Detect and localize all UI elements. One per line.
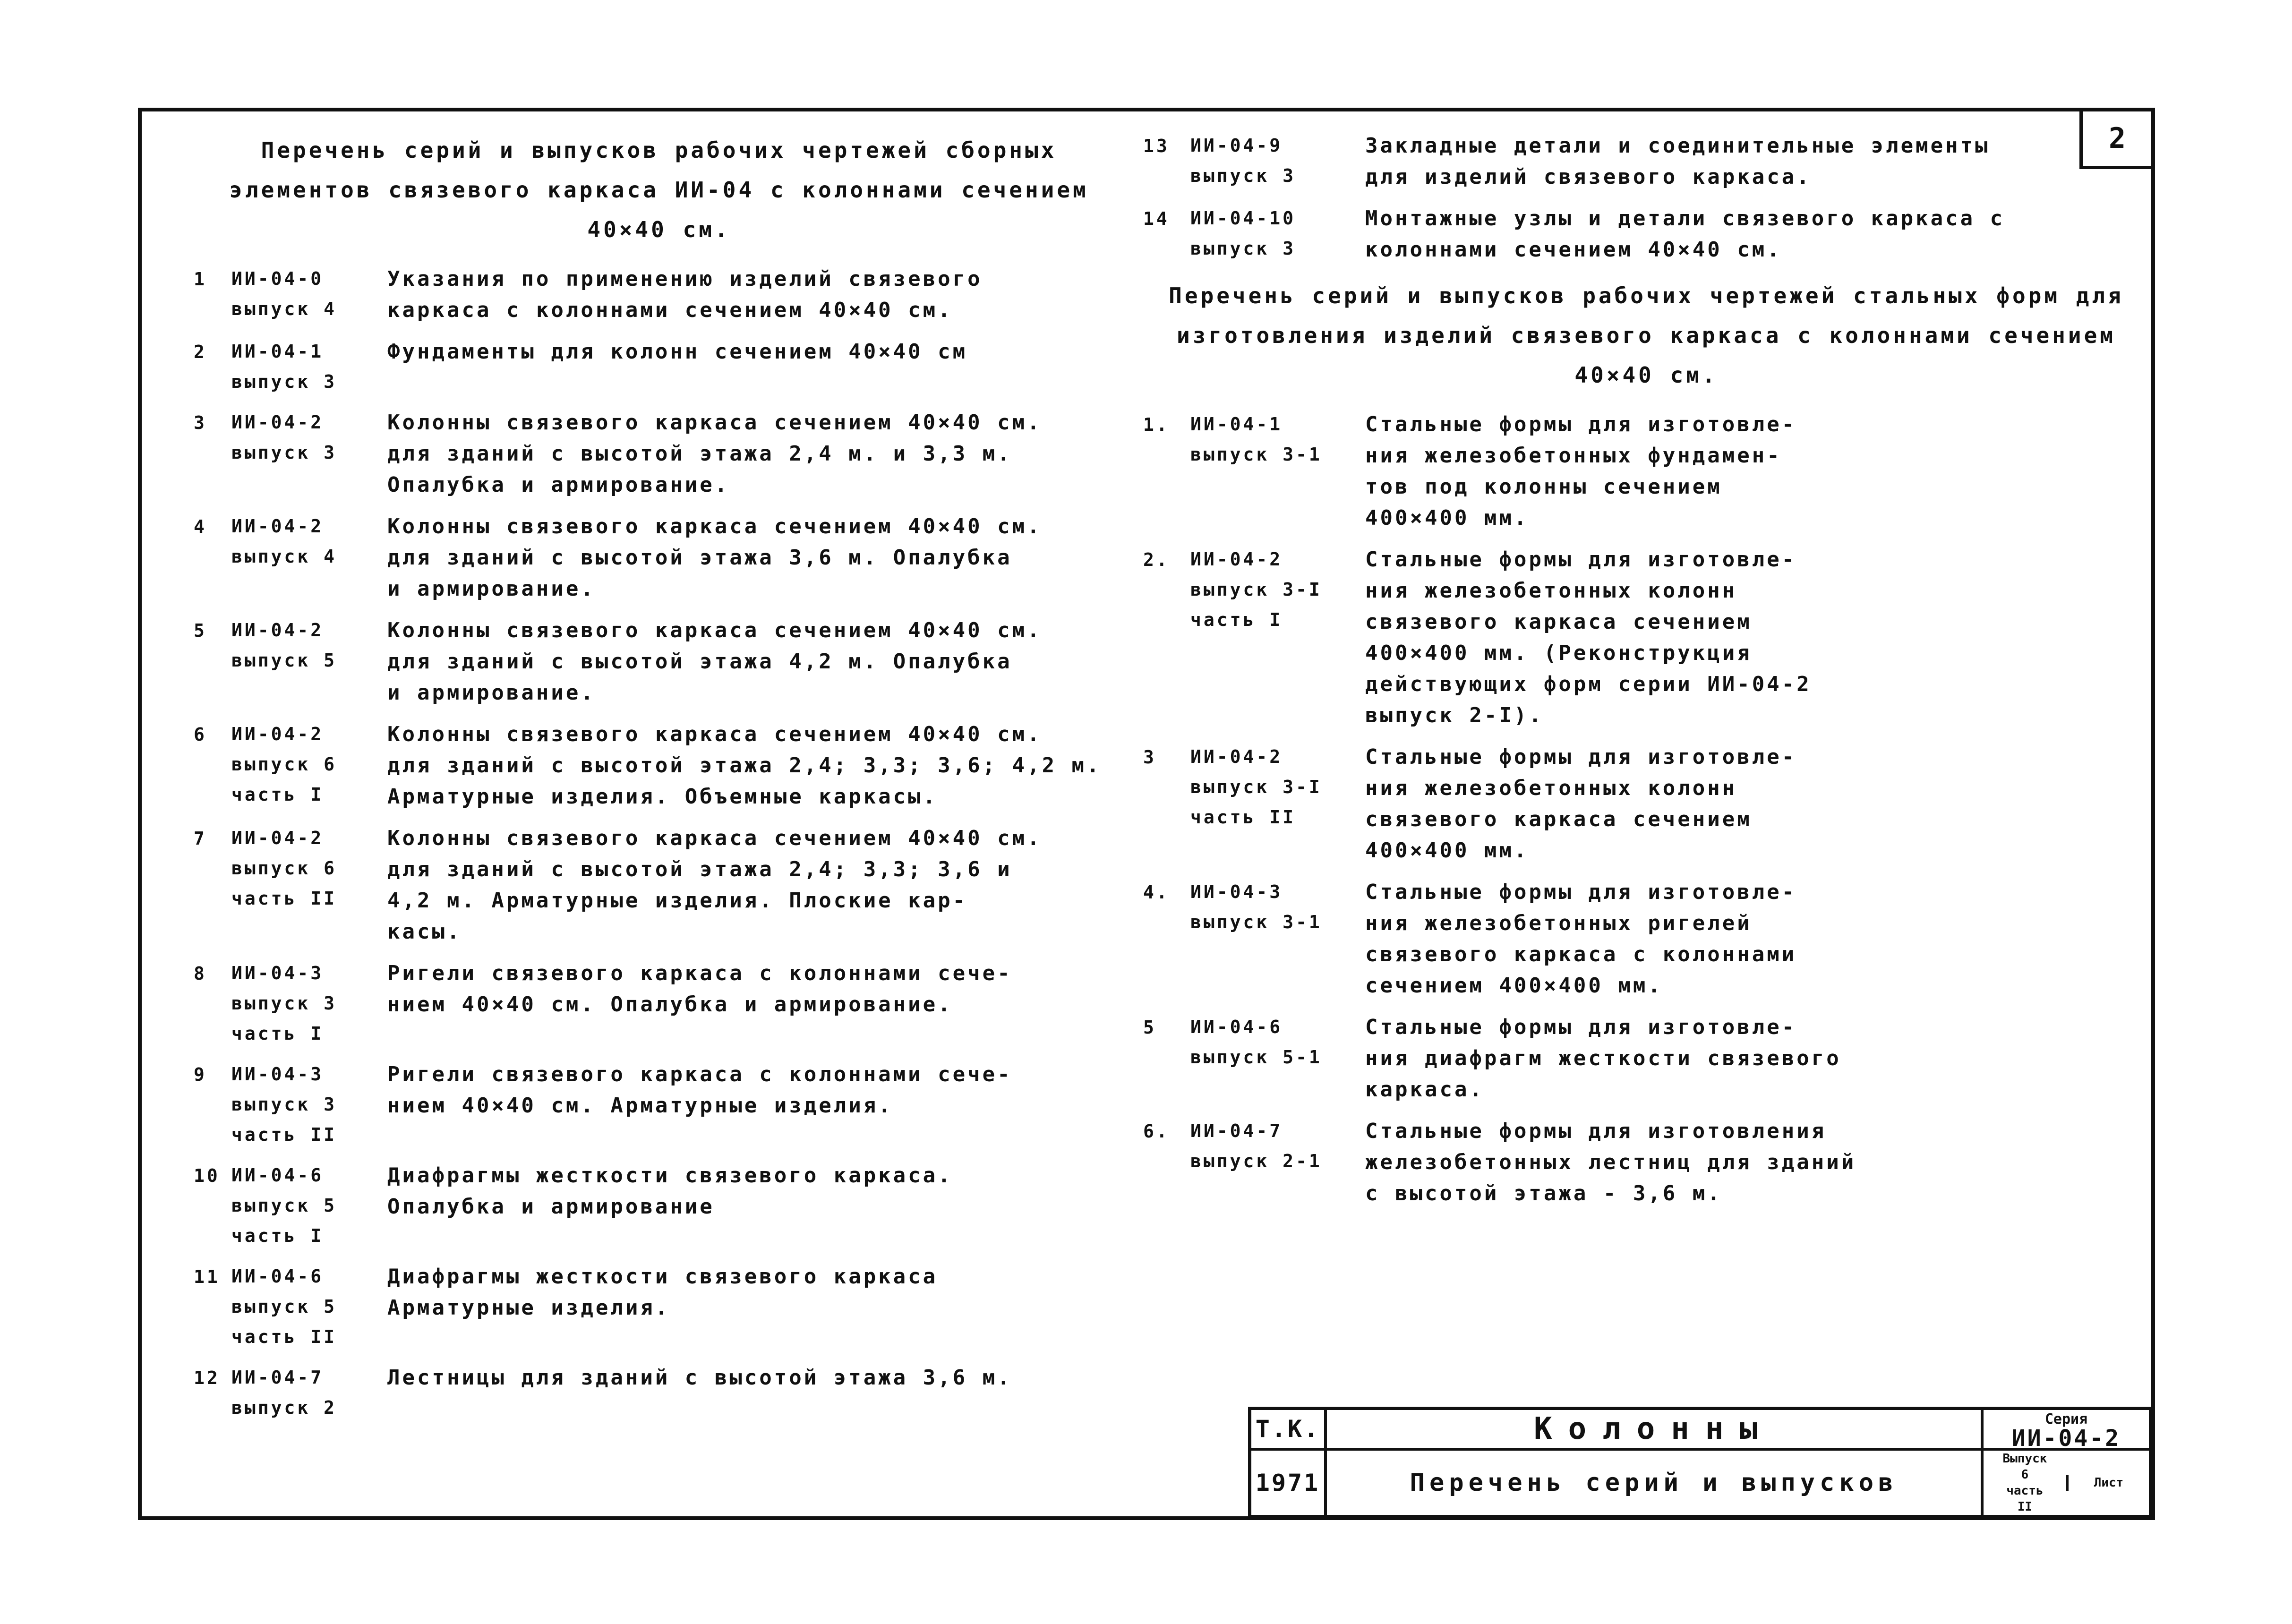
list-item [1143, 1116, 2149, 1209]
entry-num: 2 [194, 342, 207, 362]
list-item [194, 823, 1124, 948]
entry-code: ИИ-04-9 выпуск 3 [1190, 135, 1296, 186]
stamp-series [1984, 1410, 2152, 1451]
entry-code: ИИ-04-2 выпуск 6 часть II [231, 828, 337, 909]
entry-desc: Колонны связевого каркаса сечением 40×40 см. для зданий с высотой этажа 3,6 м. Опалубка и армирование. [387, 514, 1042, 601]
page-number: 2 [2079, 108, 2155, 169]
list-item [1143, 877, 2149, 1001]
entry-num: 1 [194, 269, 207, 290]
entry-num: 13 [1143, 136, 1170, 156]
list-item [194, 1059, 1124, 1150]
entry-num: 10 [194, 1165, 220, 1186]
entry-code: ИИ-04-2 выпуск 4 [231, 516, 337, 567]
title-block [1248, 1407, 2155, 1520]
entry-num: 11 [194, 1266, 220, 1287]
list-item [1143, 409, 2149, 534]
list-item [194, 1160, 1124, 1251]
list-item [1143, 1012, 2149, 1105]
entry-desc: Закладные детали и соединительные элементы для изделий связевого каркаса. [1365, 134, 1990, 189]
list-item [194, 1362, 1124, 1423]
entry-num: 14 [1143, 208, 1170, 229]
left-title: Перечень серий и выпусков рабочих чертежей сборных элементов связевого каркаса ИИ-04 с колоннами сечением 40×40 см. [229, 137, 1089, 242]
stamp-issue-cell [1984, 1451, 2066, 1515]
list-item [1143, 203, 2149, 265]
list-item [194, 264, 1124, 326]
entry-desc: Колонны связевого каркаса сечением 40×40 см. для зданий с высотой этажа 2,4; 3,3; 3,6 и 4,2 м. Арматурные изделия. Плоские кар- касы. [387, 826, 1042, 944]
entry-desc: Указания по применению изделий связевого каркаса с колоннами сечением 40×40 см. [387, 267, 983, 322]
entry-desc: Колонны связевого каркаса сечением 40×40 см. для зданий с высотой этажа 2,4; 3,3; 3,6; 4,2 м. Арматурные изделия. Объемные каркасы. [387, 722, 1102, 809]
entry-code: ИИ-04-0 выпуск 4 [231, 268, 337, 319]
entry-code: ИИ-04-2 выпуск 3 [231, 412, 337, 463]
list-item [194, 1261, 1124, 1352]
entry-code: ИИ-04-3 выпуск 3-1 [1190, 881, 1322, 932]
entry-num: 3 [1143, 747, 1156, 768]
drawing-sheet [138, 108, 2155, 1520]
entry-desc: Стальные формы для изготовления железобетонных лестниц для зданий с высотой этажа - 3,6 м. [1365, 1119, 1856, 1205]
entry-desc: Лестницы для зданий с высотой этажа 3,6 м. [387, 1366, 1012, 1390]
entry-code: ИИ-04-1 выпуск 3-1 [1190, 414, 1322, 465]
entry-desc: Стальные формы для изготовле- ния железобетонных ригелей связевого каркаса с колоннами сечением 400×400 мм. [1365, 880, 1797, 998]
stamp-year: 1971 [1251, 1451, 1327, 1518]
entry-num: 4 [194, 516, 207, 537]
left-entry-list [194, 264, 1124, 1423]
list-item [1143, 544, 2149, 731]
entry-num: 12 [194, 1368, 220, 1388]
entry-code: ИИ-04-1 выпуск 3 [231, 341, 337, 392]
list-item [194, 615, 1124, 709]
entry-num: 5 [1143, 1017, 1156, 1038]
entry-desc: Ригели связевого каркаса с колоннами сече- нием 40×40 см. Опалубка и армирование. [387, 961, 1012, 1017]
entry-code: ИИ-04-2 выпуск 3-I часть I [1190, 549, 1322, 630]
list-item [1143, 130, 2149, 193]
entry-num: 6. [1143, 1121, 1170, 1142]
left-column [194, 130, 1124, 1433]
list-item [194, 511, 1124, 605]
entry-code: ИИ-04-6 выпуск 5-1 [1190, 1017, 1322, 1068]
stamp-sheet-label: Лист [2094, 1476, 2124, 1490]
entry-desc: Стальные формы для изготовле- ния железобетонных колонн связевого каркаса сечением 400×400 мм. (Реконструкция действующих форм серии ИИ-04-2 выпуск 2-I). [1365, 547, 1812, 727]
entry-desc: Колонны связевого каркаса сечением 40×40 см. для зданий с высотой этажа 4,2 м. Опалубка и армирование. [387, 618, 1042, 705]
entry-code: ИИ-04-6 выпуск 5 часть II [231, 1266, 337, 1347]
right-column [1143, 130, 2149, 1220]
entry-desc: Диафрагмы жесткости связевого каркаса. Опалубка и армирование [387, 1163, 953, 1219]
entry-desc: Монтажные узлы и детали связевого каркаса с колоннами сечением 40×40 см. [1365, 206, 2005, 262]
entry-code: ИИ-04-7 выпуск 2-1 [1190, 1120, 1322, 1171]
entry-num: 5 [194, 620, 207, 641]
stamp-series-label: Серия [2044, 1411, 2088, 1427]
list-item [194, 719, 1124, 812]
list-item [194, 407, 1124, 501]
entry-desc: Стальные формы для изготовле- ния железобетонных фундамен- тов под колонны сечением 400×400 мм. [1365, 412, 1797, 530]
entry-code: ИИ-04-3 выпуск 3 часть II [231, 1064, 337, 1145]
list-item [194, 958, 1124, 1049]
stamp-part-value: II [2017, 1500, 2033, 1514]
right-entry-list [1143, 409, 2149, 1209]
entry-code: ИИ-04-2 выпуск 6 часть I [231, 724, 337, 805]
entry-num: 4. [1143, 882, 1170, 903]
entry-num: 1. [1143, 414, 1170, 435]
entry-desc: Колонны связевого каркаса сечением 40×40 см. для зданий с высотой этажа 2,4 м. и 3,3 м. Опалубка и армирование. [387, 410, 1042, 497]
entry-num: 9 [194, 1064, 207, 1085]
entry-desc: Ригели связевого каркаса с колоннами сече- нием 40×40 см. Арматурные изделия. [387, 1062, 1012, 1118]
stamp-subtitle: Перечень серий и выпусков [1327, 1451, 1984, 1518]
entry-desc: Фундаменты для колонн сечением 40×40 см [387, 340, 968, 364]
list-item [194, 336, 1124, 397]
stamp-org: Т.К. [1251, 1410, 1327, 1451]
entry-desc: Стальные формы для изготовле- ния диафрагм жесткости связевого каркаса. [1365, 1015, 1841, 1102]
stamp-sheet-cell [2066, 1475, 2149, 1491]
entry-desc: Стальные формы для изготовле- ния железобетонных колонн связевого каркаса сечением 400×400 мм. [1365, 745, 1797, 863]
stamp-issue-value: 6 [2021, 1468, 2029, 1482]
stamp-issue-label: Выпуск [2002, 1452, 2047, 1466]
right-title: Перечень серий и выпусков рабочих чертежей стальных форм для изготовления изделий связевого каркаса с колоннами сечением 40×40 см. [1169, 283, 2124, 388]
stamp-issue [1984, 1451, 2152, 1518]
entry-desc: Диафрагмы жесткости связевого каркаса Арматурные изделия. [387, 1265, 938, 1320]
entry-num: 3 [194, 412, 207, 433]
entry-code: ИИ-04-6 выпуск 5 часть I [231, 1165, 337, 1246]
stamp-title: Колонны [1327, 1410, 1984, 1451]
entry-code: ИИ-04-7 выпуск 2 [231, 1367, 337, 1418]
right-top-entry-list [1143, 130, 2149, 265]
entry-num: 6 [194, 724, 207, 745]
entry-code: ИИ-04-2 выпуск 3-I часть II [1190, 746, 1322, 828]
stamp-part-label: часть [2006, 1484, 2044, 1498]
entry-num: 7 [194, 828, 207, 849]
entry-code: ИИ-04-2 выпуск 5 [231, 620, 337, 671]
entry-code: ИИ-04-3 выпуск 3 часть I [231, 963, 337, 1044]
list-item [1143, 742, 2149, 866]
entry-code: ИИ-04-10 выпуск 3 [1190, 208, 1296, 259]
entry-num: 2. [1143, 549, 1170, 570]
entry-num: 8 [194, 963, 207, 984]
stamp-series-value: ИИ-04-2 [2011, 1425, 2121, 1452]
